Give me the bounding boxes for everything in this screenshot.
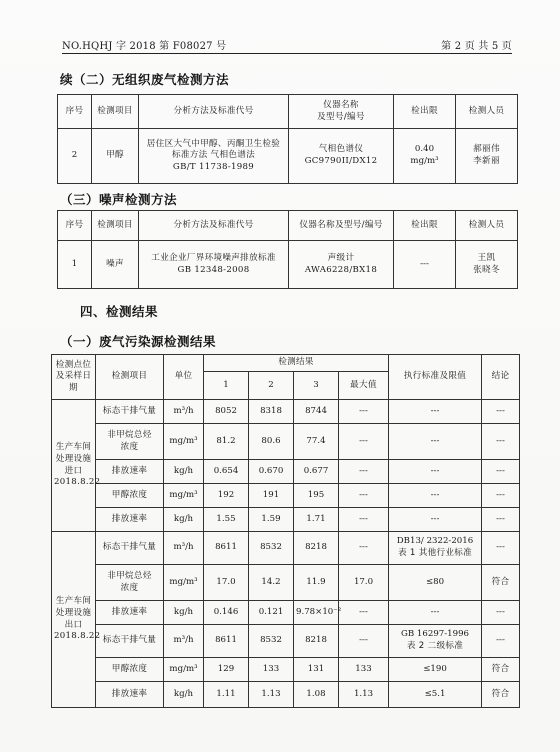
cell-v2: 191 [249,484,294,508]
cell-v1: 1.11 [204,682,249,708]
method-line: 工业企业厂界环境噪声排放标准 [151,252,276,263]
cell-instrument [289,241,394,289]
cell-unit: m³/h [164,532,204,565]
cell-v3: 9.78×10⁻² [294,601,339,625]
method-line: GB 12348-2008 [177,264,250,275]
cell-item: 甲醇浓度 [96,658,164,682]
cell-v2: 14.2 [249,565,294,601]
cell-v3: 8744 [294,400,339,424]
cell-item: 排放速率 [96,508,164,532]
table-row [52,508,520,532]
col-header-no: 序号 [58,211,92,241]
gas-method-header-row [58,95,518,129]
cell-v1: 192 [204,484,249,508]
cell-item: 非甲烷总烃 浓度 [96,565,164,601]
col-header-sample-1: 1 [204,372,249,400]
cell-conclusion: --- [482,484,520,508]
cell-max: --- [339,508,389,532]
col-header-sample-2: 2 [249,372,294,400]
cell-unit: mg/m³ [164,484,204,508]
cell-v3: 8218 [294,625,339,658]
gas-results-table [51,354,520,708]
cell-standard: ≤80 [389,565,482,601]
method-line: 居住区大气中甲醇、丙酮卫生检验 [146,138,281,149]
cell-v3: 1.71 [294,508,339,532]
cell-unit: kg/h [164,682,204,708]
cell-method [139,129,289,184]
col-header-unit: 单位 [164,355,204,400]
col-header-max: 最大值 [339,372,389,400]
cell-v2: 1.13 [249,682,294,708]
cell-item: 噪声 [92,241,139,289]
col-header-staff: 检测人员 [456,211,518,241]
cell-conclusion: --- [482,532,520,565]
cell-standard: ≤5.1 [389,682,482,708]
cell-unit: kg/h [164,460,204,484]
col-header-sample-3: 3 [294,372,339,400]
method-line: GB/T 11738-1989 [172,161,255,172]
cell-v3: 1.08 [294,682,339,708]
cell-item: 标态干排气量 [96,400,164,424]
table-row [52,682,520,708]
cell-unit: mg/m³ [164,658,204,682]
staff-name: 郝丽伟 [473,144,500,155]
instrument-line: 声级计 [327,252,355,263]
table-row [52,625,520,658]
cell-v3: 195 [294,484,339,508]
instrument-line: 气相色谱仪 [318,144,364,155]
cell-v2: 0.670 [249,460,294,484]
location-inlet: 生产车间 处理设施 进口 2018.8.22 [52,400,96,532]
col-header-method: 分析方法及标准代号 [139,95,289,129]
cell-unit: kg/h [164,601,204,625]
cell-v1: 1.55 [204,508,249,532]
cell-v2: 1.59 [249,508,294,532]
table-row [52,601,520,625]
cell-v1: 17.0 [204,565,249,601]
cell-v2: 8532 [249,625,294,658]
cell-conclusion: --- [482,400,520,424]
cell-max: 133 [339,658,389,682]
cell-standard: --- [389,424,482,460]
page-header [62,36,512,54]
cell-item: 甲醇浓度 [96,484,164,508]
cell-limit [394,129,456,184]
cell-v3: 77.4 [294,424,339,460]
cell-conclusion: --- [482,424,520,460]
col-header-no: 序号 [58,95,92,129]
staff-name: 张晓冬 [473,264,500,275]
cell-max: 17.0 [339,565,389,601]
cell-conclusion: --- [482,460,520,484]
col-header-standard: 执行标准及限值 [389,355,482,400]
cell-no: 2 [58,129,92,184]
cell-v1: 8611 [204,625,249,658]
table-row [52,424,520,460]
cell-standard: --- [389,484,482,508]
cell-unit: m³/h [164,625,204,658]
col-header-item: 检测项目 [92,211,139,241]
instrument-line: GC9790II/DX12 [304,156,378,166]
col-header-conclusion: 结论 [482,355,520,400]
cell-item: 排放速率 [96,460,164,484]
cell-unit: kg/h [164,508,204,532]
col-header-limit: 检出限 [394,211,456,241]
cell-conclusion: 符合 [482,658,520,682]
gas-method-table [57,94,518,184]
cell-v1: 8052 [204,400,249,424]
method-line: 标准方法 气相色谱法 [171,150,256,161]
noise-method-table [57,210,518,289]
cell-unit: mg/m³ [164,424,204,460]
cell-limit: --- [394,241,456,289]
cell-conclusion: --- [482,625,520,658]
cell-standard: GB 16297-1996 表 2 二级标准 [389,625,482,658]
cell-standard: DB13/ 2322-2016 表 1 其他行业标准 [389,532,482,565]
cell-v3: 8218 [294,532,339,565]
section-title-noise-methods: （三）噪声检测方法 [60,192,178,207]
cell-conclusion: --- [482,508,520,532]
cell-v1: 129 [204,658,249,682]
location-outlet: 生产车间 处理设施 出口 2018.8.22 [52,532,96,708]
cell-max: 1.13 [339,682,389,708]
cell-no: 1 [58,241,92,289]
cell-max: --- [339,601,389,625]
staff-name: 王凯 [477,252,496,263]
cell-unit: m³/h [164,400,204,424]
cell-item: 甲醇 [92,129,139,184]
cell-staff [456,129,518,184]
cell-item: 排放速率 [96,682,164,708]
cell-max: --- [339,424,389,460]
table-row [52,460,520,484]
col-header-item: 检测项目 [92,95,139,129]
cell-item: 标态干排气量 [96,532,164,565]
cell-standard: --- [389,508,482,532]
table-row [52,658,520,682]
cell-conclusion: 符合 [482,565,520,601]
limit-unit: mg/m³ [410,156,439,166]
cell-v1: 81.2 [204,424,249,460]
col-header-limit: 检出限 [394,95,456,129]
cell-v2: 8532 [249,532,294,565]
section-title-unorganized-gas-methods: 续（二）无组织废气检测方法 [60,72,230,87]
cell-max: --- [339,532,389,565]
cell-v1: 0.146 [204,601,249,625]
results-header-row-1 [52,355,520,372]
noise-method-header-row [58,211,518,241]
cell-standard: ≤190 [389,658,482,682]
col-header-location: 检测点位 及采样日 期 [52,355,96,400]
table-row [52,484,520,508]
cell-v2: 133 [249,658,294,682]
col-header-instrument: 仪器名称 及型号/编号 [289,95,394,129]
section-title-gas-source-results: （一）废气污染源检测结果 [60,334,217,349]
gas-method-row-methanol [58,129,518,184]
noise-method-row [58,241,518,289]
cell-conclusion: --- [482,601,520,625]
table-row [52,532,520,565]
cell-v1: 8611 [204,532,249,565]
cell-instrument [289,129,394,184]
cell-item: 排放速率 [96,601,164,625]
cell-v3: 131 [294,658,339,682]
cell-conclusion: 符合 [482,682,520,708]
cell-item: 非甲烷总烃 浓度 [96,424,164,460]
cell-standard: --- [389,460,482,484]
cell-v2: 80.6 [249,424,294,460]
instrument-line: AWA6228/BX18 [304,264,378,275]
cell-max: --- [339,400,389,424]
col-header-results: 检测结果 [204,355,389,372]
col-header-instrument: 仪器名称及型号/编号 [289,211,394,241]
cell-max: --- [339,484,389,508]
document-number: NO.HQHJ 字 2018 第 F08027 号 [62,41,227,52]
cell-v1: 0.654 [204,460,249,484]
limit-value: 0.40 [414,144,435,155]
cell-unit: mg/m³ [164,565,204,601]
cell-staff [456,241,518,289]
col-header-method: 分析方法及标准代号 [139,211,289,241]
col-header-item: 检测项目 [96,355,164,400]
cell-v3: 0.677 [294,460,339,484]
cell-max: --- [339,460,389,484]
col-header-staff: 检测人员 [456,95,518,129]
cell-v3: 11.9 [294,565,339,601]
staff-name: 李新丽 [473,156,500,166]
cell-max: --- [339,625,389,658]
cell-item: 标态干排气量 [96,625,164,658]
cell-v2: 8318 [249,400,294,424]
cell-standard: --- [389,601,482,625]
cell-v2: 0.121 [249,601,294,625]
table-row [52,400,520,424]
cell-standard: --- [389,400,482,424]
table-row [52,565,520,601]
page-number: 第 2 页 共 5 页 [441,41,512,52]
section-title-results: 四、检测结果 [80,304,159,319]
cell-method [139,241,289,289]
